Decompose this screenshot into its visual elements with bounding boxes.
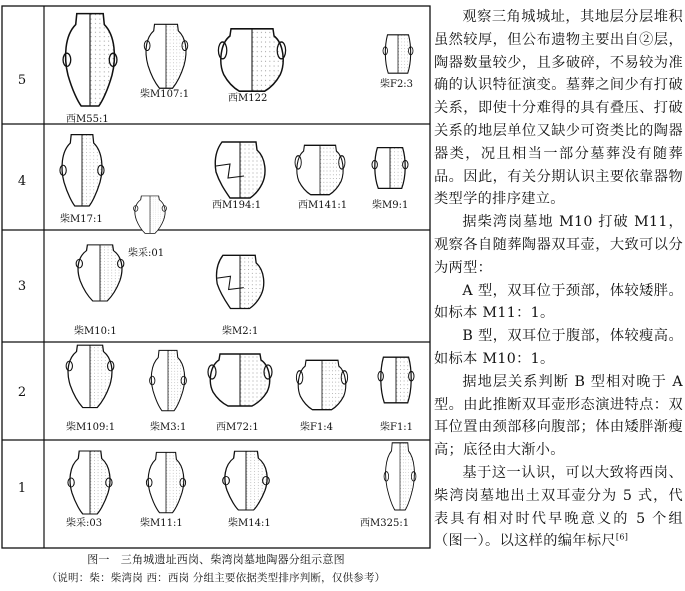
specimen-label: 柴M10:1 xyxy=(74,326,117,337)
paragraph: A 型，双耳位于颈部，体较矮胖。如标本 M11：1。 xyxy=(434,282,683,322)
specimen-label: 柴F1:4 xyxy=(300,422,334,433)
specimen-label: 柴M14:1 xyxy=(228,518,271,529)
specimen-label: 西M72:1 xyxy=(216,422,259,433)
row-label-4: 4 xyxy=(17,174,27,189)
specimen-label: 柴M2:1 xyxy=(222,326,259,337)
vessel-drawing xyxy=(296,360,347,409)
vessel-drawing xyxy=(216,255,263,308)
paragraph xyxy=(434,462,683,553)
vessel-drawing xyxy=(383,35,413,73)
specimen-label: 西M194:1 xyxy=(212,200,262,211)
vessel-drawing xyxy=(223,451,270,510)
paragraph: 观察三角城城址，其地层分层堆积虽然较厚，但公布遗物主要出自②层，陶器数量较少，且多破碎，不易较为准确的认识特征演变。墓葬之间少有打破关系，即使十分难得的具有叠压、打破关系的地层单位又缺少可资类比的陶器器类，况且相当一部分墓葬没有随葬品。因此，有关分期认识主要依靠器物类型学的排序建立。 xyxy=(434,9,683,208)
specimen-label: 西M325:1 xyxy=(360,518,410,529)
article-body xyxy=(434,6,683,553)
specimen-label: 柴M17:1 xyxy=(60,214,103,225)
specimen-label: 西M141:1 xyxy=(298,200,348,211)
paragraph: 据柴湾岗墓地 M10 打破 M11，观察各自随葬陶器双耳壶，大致可以分为两型： xyxy=(434,214,683,276)
vessel-drawing xyxy=(295,145,345,194)
specimen-label: 柴M11:1 xyxy=(140,518,183,529)
specimen-label: 柴M107:1 xyxy=(140,89,190,100)
row-label-2: 2 xyxy=(17,385,27,400)
vessel-drawing xyxy=(76,245,124,301)
specimen-label: 西M55:1 xyxy=(66,114,109,125)
specimen-label: 柴M109:1 xyxy=(66,422,116,433)
row-label-1: 1 xyxy=(17,481,27,496)
vessel-drawing xyxy=(134,196,167,233)
specimen-label: 柴采:01 xyxy=(128,248,165,259)
specimen-label: 柴F2:3 xyxy=(380,79,414,90)
specimen-label: 柴M3:1 xyxy=(150,422,187,433)
vessel-drawing xyxy=(150,350,187,410)
row-label-3: 3 xyxy=(17,279,27,294)
vessel-drawing xyxy=(378,357,414,403)
paragraph: 据地层关系判断 B 型相对晚于 A 型。由此推断双耳壶形态演进特点：双耳位置由颈部移向腹部；体由矮胖渐瘦高；底径由大渐小。 xyxy=(434,373,683,459)
vessel-drawing xyxy=(60,135,104,206)
reference-mark[interactable]: [6] xyxy=(615,532,629,542)
specimen-label: 西M122 xyxy=(228,93,268,104)
vessel-drawing xyxy=(215,142,265,198)
specimen-label: 柴F1:1 xyxy=(380,422,414,433)
vessel-drawing xyxy=(218,29,285,91)
specimen-label: 柴采:03 xyxy=(66,518,103,529)
vessel-drawing xyxy=(384,443,416,510)
vessel-drawing xyxy=(144,24,187,88)
vessel-drawing xyxy=(208,354,272,406)
figure-caption-note: （说明：柴：柴湾岗 西：西岗 分组主要依据类型排序判断，仅供参考） xyxy=(46,572,386,584)
row-label-5: 5 xyxy=(17,73,27,88)
paragraph: B 型，双耳位于腹部，体较瘦高。如标本 M10：1。 xyxy=(434,328,683,367)
vessel-drawing xyxy=(68,451,112,514)
vessel-drawing xyxy=(372,148,408,189)
paragraph-text: 基于这一认识，可以大致将西岗、柴湾岗墓地出土双耳壶分为 5 式，代表具有相对时代早晚意义的 5 个组（图一）。以这样的编年标尺 xyxy=(434,464,683,550)
vessel-drawing xyxy=(66,345,114,407)
vessel-drawing xyxy=(63,14,117,106)
specimen-label: 柴M9:1 xyxy=(372,200,409,211)
figure-caption-title: 图一 三角城遗址西岗、柴湾岗墓地陶器分组示意图 xyxy=(87,553,345,566)
vessel-drawing xyxy=(146,452,185,512)
